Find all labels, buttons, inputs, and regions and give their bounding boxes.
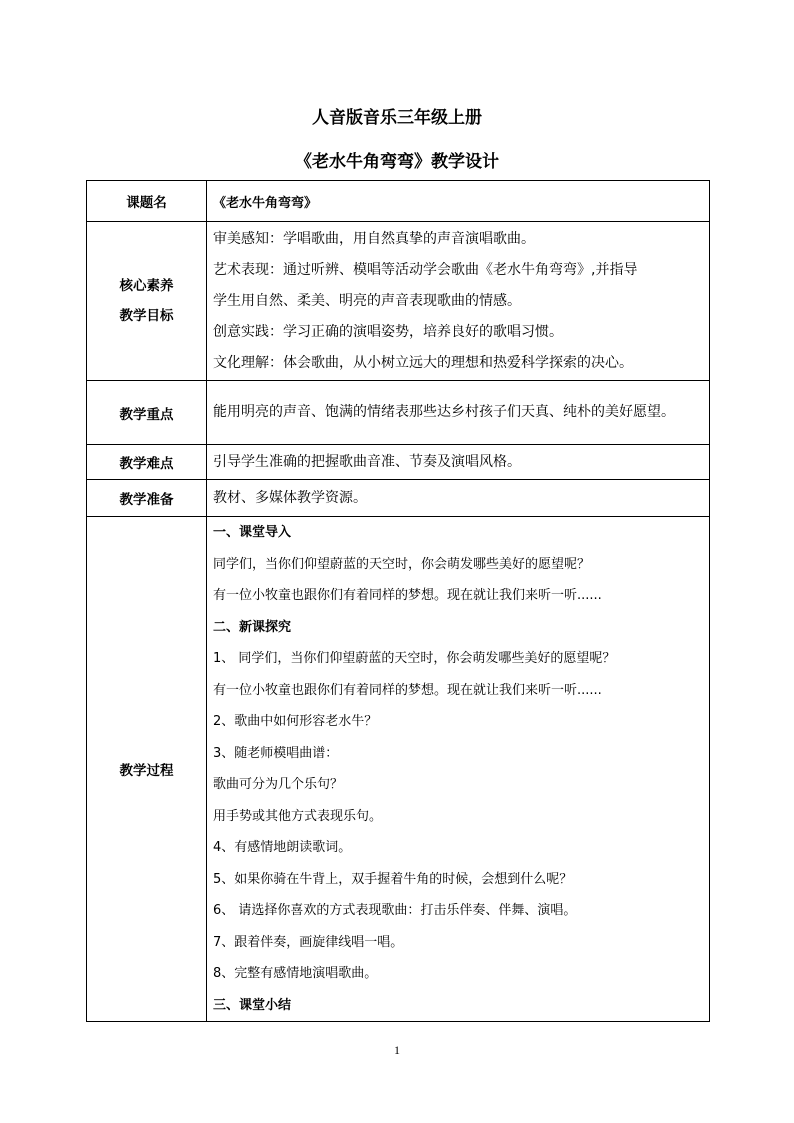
- process-section-heading: 二、新课探究: [213, 619, 292, 635]
- topic-cell: [207, 181, 710, 222]
- process-line: 3、随老师模唱曲谱：: [213, 745, 339, 761]
- process-line: 有一位小牧童也跟你们有着同样的梦想。现在就让我们来听一听......: [213, 588, 602, 603]
- process-line: 2、歌曲中如何形容老水牛？: [213, 714, 378, 729]
- key-points-cell: [207, 381, 710, 445]
- goal-line: 学生用自然、柔美、明亮的声音表现歌曲的情感。: [213, 292, 521, 309]
- preparation-text: 教材、多媒体教学资源。: [213, 489, 367, 506]
- process-line: 同学们，当你们仰望蔚蓝的天空时，你会萌发哪些美好的愿望呢？: [213, 556, 591, 572]
- goals-label-line1: 核心素养: [119, 278, 174, 294]
- process-lines: [213, 517, 703, 1021]
- goals-label: [87, 222, 207, 381]
- goal-line: 文化理解：体会歌曲，从小树立远大的理想和热爱科学探索的决心。: [213, 354, 633, 371]
- goals-row: [87, 222, 710, 381]
- process-line: 5、如果你骑在牛背上，双手握着牛角的时候，会想到什么呢？: [213, 871, 573, 887]
- process-line: 有一位小牧童也跟你们有着同样的梦想。现在就让我们来听一听......: [213, 682, 602, 698]
- difficulties-cell: [207, 445, 710, 480]
- process-section-heading: 三、课堂小结: [213, 997, 292, 1013]
- process-section-heading: 一、课堂导入: [213, 525, 292, 540]
- process-line: 7、跟着伴奏，画旋律线唱一唱。: [213, 934, 404, 950]
- difficulties-text: 引导学生准确的把握歌曲音准、节奏及演唱风格。: [213, 453, 521, 470]
- process-line: 用手势或其他方式表现乐句。: [213, 808, 383, 824]
- process-row: [87, 517, 710, 1022]
- goal-line: 艺术表现：通过听辨、模唱等活动学会歌曲《老水牛角弯弯》,并指导: [213, 261, 638, 278]
- preparation-row: [87, 480, 710, 517]
- difficulties-row: [87, 445, 710, 480]
- process-line: 6、 请选择你喜欢的方式表现歌曲：打击乐伴奏、伴舞、演唱。: [213, 903, 577, 918]
- key-points-row: [87, 381, 710, 445]
- page-number: 1: [394, 1043, 400, 1057]
- preparation-cell: [207, 480, 710, 517]
- preparation-label: 教学准备: [87, 480, 207, 517]
- goal-line: 创意实践：学习正确的演唱姿势，培养良好的歌唱习惯。: [213, 323, 563, 340]
- process-label: 教学过程: [87, 517, 207, 1022]
- process-line: 歌曲可分为几个乐句？: [213, 777, 344, 792]
- document-subtitle: 《老水牛角弯弯》教学设计: [295, 152, 499, 172]
- document-title: 人音版音乐三年级上册: [312, 108, 482, 128]
- topic-label: 课题名: [87, 181, 207, 222]
- lesson-plan-table: [86, 180, 710, 1022]
- process-cell: [207, 517, 710, 1022]
- goals-label-line2: 教学目标: [119, 308, 174, 324]
- process-line: 8、完整有感情地演唱歌曲。: [213, 966, 378, 981]
- topic-value: 《老水牛角弯弯》: [213, 195, 318, 211]
- topic-row: [87, 181, 710, 222]
- difficulties-label: 教学难点: [87, 445, 207, 480]
- key-points-text: 能用明亮的声音、饱满的情绪表那些达乡村孩子们天真、纯朴的美好愿望。: [213, 404, 675, 420]
- process-line: 4、有感情地朗读歌词。: [213, 840, 352, 855]
- process-line: 1、 同学们，当你们仰望蔚蓝的天空时，你会萌发哪些美好的愿望呢？: [213, 651, 616, 666]
- key-points-label: 教学重点: [87, 381, 207, 445]
- goals-cell: [207, 222, 710, 381]
- goal-line: 审美感知：学唱歌曲，用自然真挚的声音演唱歌曲。: [213, 230, 535, 247]
